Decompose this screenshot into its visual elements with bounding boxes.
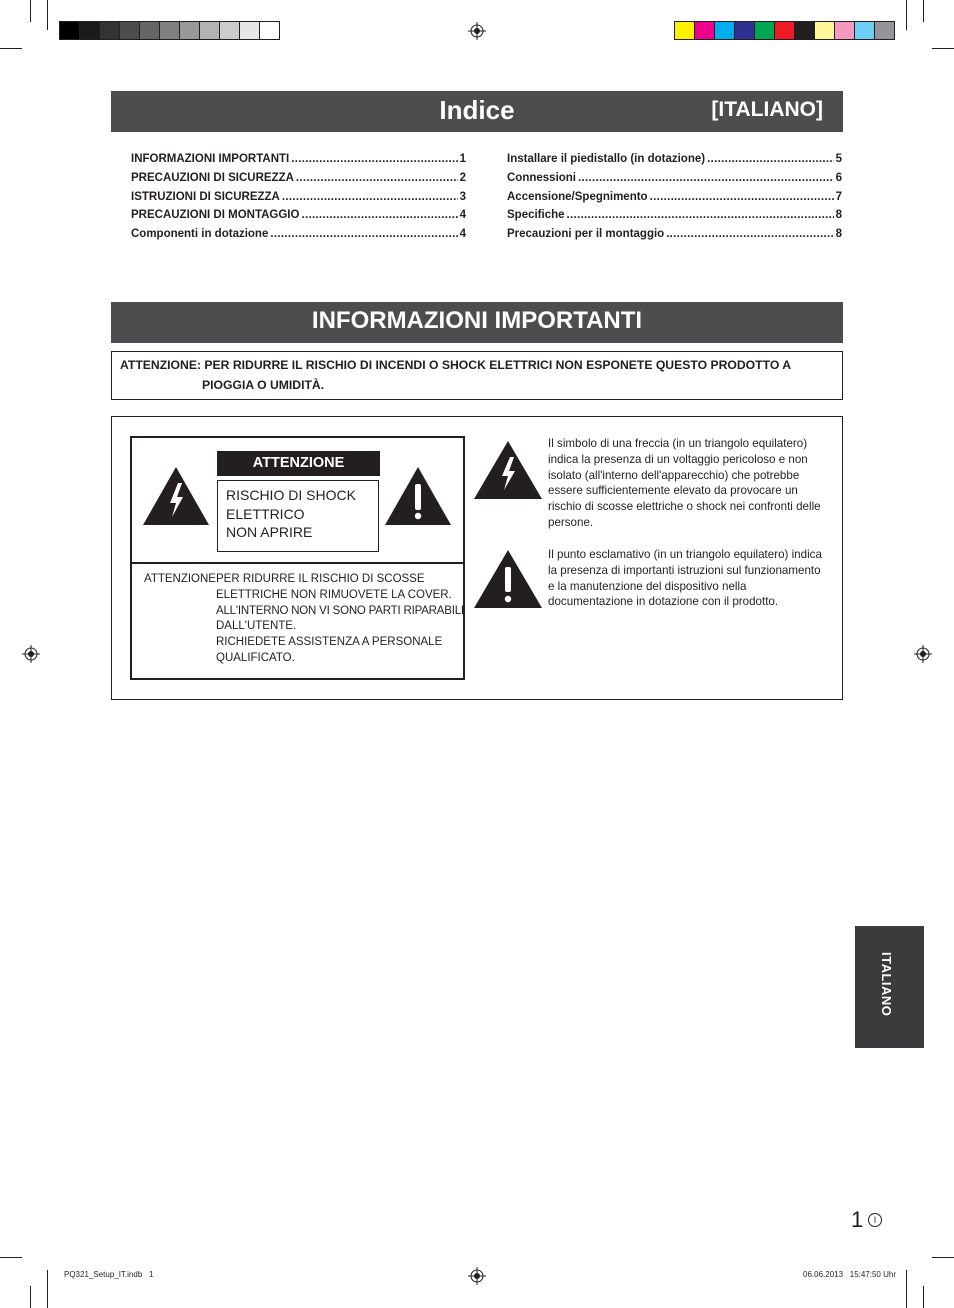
toc-entry[interactable]: PRECAUZIONI DI SICUREZZA ..... 2 [131, 169, 466, 188]
caution-note-line: ELETTRICHE NON RIMUOVETE LA COVER. [216, 588, 452, 601]
color-swatch [734, 21, 755, 40]
exclamation-warning-icon [383, 465, 453, 527]
caution-line: ELETTRICO [226, 505, 305, 522]
caution-text-box [217, 480, 379, 552]
caution-note-line: DALL'UTENTE. [216, 620, 297, 633]
lightning-warning-icon [141, 465, 211, 527]
section-banner [111, 302, 843, 343]
lightning-symbol-description: Il simbolo di una freccia (in un triangolo equilatero) indica la presenza di un voltaggio pericoloso e non isolato (all'interno dell'apparecchio) che potrebbe essere sufficientemente elevato da provocare un rischio di scosse elettriche o shock nei confronti delle persone. [548, 437, 821, 529]
registration-mark-icon [468, 1267, 486, 1285]
color-swatch [694, 21, 715, 40]
caution-note-line: PER RIDURRE IL RISCHIO DI SCOSSE [216, 573, 425, 585]
color-swatch [874, 21, 895, 40]
footer-file: PQ321_Setup_IT.indb 1 [64, 1270, 154, 1279]
crop-mark [932, 48, 954, 49]
registration-mark-icon [914, 645, 932, 663]
crop-mark [932, 1257, 954, 1258]
color-swatch [794, 21, 815, 40]
toc-entry[interactable]: Installare il piedistallo (in dotazione) ..... 5 [507, 150, 842, 169]
color-swatch [59, 21, 80, 40]
toc-entry[interactable]: Componenti in dotazione ..... 4 [131, 225, 466, 244]
caution-note-line: QUALIFICATO. [216, 651, 295, 664]
exclamation-symbol-description: Il punto esclamativo (in un triangolo equilatero) indica la presenza di importanti istruzioni sul funzionamento e la manutenzione del dispositivo nella documentazione in dotazione con il prodotto. [548, 548, 822, 609]
footer-timestamp: 06.06.2013 15:47:50 Uhr [803, 1270, 896, 1279]
page-title: Indice [439, 95, 515, 125]
color-swatch [119, 21, 140, 40]
crop-mark [47, 1270, 48, 1308]
caution-note-line: ALL'INTERNO NON VI SONO PARTI RIPARABILI [216, 604, 464, 617]
crop-mark [906, 0, 907, 30]
lightning-symbol-icon [473, 440, 543, 500]
warning-box [111, 351, 843, 400]
caution-note-line: RICHIEDETE ASSISTENZA A PERSONALE [216, 636, 443, 649]
crop-mark [906, 1270, 907, 1308]
color-swatch [139, 21, 160, 40]
section-title: INFORMAZIONI IMPORTANTI [311, 307, 643, 334]
toc-entry[interactable]: ISTRUZIONI DI SICUREZZA ..... 3 [131, 188, 466, 207]
side-tab-label: ITALIANO [879, 952, 894, 1017]
color-swatch [814, 21, 835, 40]
page-marker: I [868, 1213, 882, 1227]
caution-line: NON APRIRE [226, 524, 313, 540]
color-swatch [754, 21, 775, 40]
color-swatch [219, 21, 240, 40]
toc-entry[interactable]: Specifiche ..... 8 [507, 206, 842, 225]
color-swatch [674, 21, 695, 40]
color-swatch [259, 21, 280, 40]
toc-entry[interactable]: Precauzioni per il montaggio ..... 8 [507, 225, 842, 244]
toc-right-column [507, 150, 842, 244]
color-swatch [179, 21, 200, 40]
crop-mark [30, 0, 31, 22]
toc-entry[interactable]: Accensione/Spegnimento ..... 7 [507, 188, 842, 207]
toc-entry[interactable]: INFORMAZIONI IMPORTANTI ..... 1 [131, 150, 466, 169]
registration-mark-icon [468, 22, 486, 40]
color-swatch [239, 21, 260, 40]
crop-mark [47, 0, 48, 30]
exclamation-symbol-icon [473, 549, 543, 609]
caution-divider [132, 562, 463, 564]
caution-line: RISCHIO DI SHOCK [226, 487, 356, 503]
color-swatch [159, 21, 180, 40]
crop-mark [923, 0, 924, 22]
color-swatch [199, 21, 220, 40]
warning-line-1: ATTENZIONE: PER RIDURRE IL RISCHIO DI INCENDI O SHOCK ELETTRICI NON ESPONETE QUESTO PRODOTTO A [120, 358, 792, 372]
warning-line-2: PIOGGIA O UMIDITÀ. [202, 378, 325, 392]
caution-note [216, 572, 464, 667]
page-number: 1 [851, 1207, 864, 1232]
color-swatch [774, 21, 795, 40]
color-swatch [79, 21, 100, 40]
color-swatch [854, 21, 875, 40]
toc-entry[interactable]: PRECAUZIONI DI MONTAGGIO ..... 4 [131, 206, 466, 225]
crop-mark [30, 1286, 31, 1308]
index-banner [111, 91, 843, 132]
toc-entry[interactable]: Connessioni ..... 6 [507, 169, 842, 188]
language-label: [ITALIANO] [711, 98, 823, 121]
color-swatch [99, 21, 120, 40]
registration-mark-icon [22, 645, 40, 663]
caution-note-prefix: ATTENZIONE: [144, 573, 220, 585]
color-swatch [834, 21, 855, 40]
crop-mark [0, 1257, 22, 1258]
color-swatch [714, 21, 735, 40]
caution-header: ATTENZIONE [217, 451, 380, 476]
crop-mark [923, 1286, 924, 1308]
toc-left-column [131, 150, 466, 244]
crop-mark [0, 48, 22, 49]
language-side-tab[interactable] [855, 926, 924, 1048]
